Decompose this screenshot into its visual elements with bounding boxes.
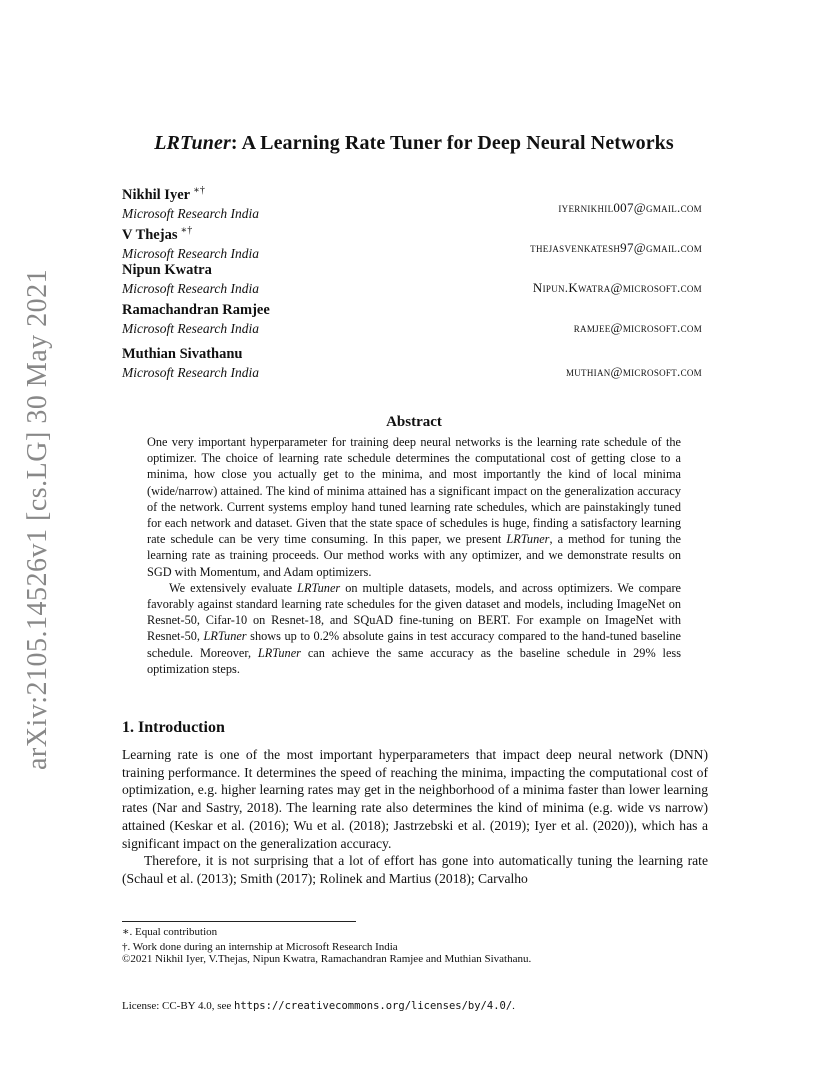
author-marks: ∗† <box>193 185 205 196</box>
author-name: Nipun Kwatra <box>122 262 212 278</box>
footnote: ∗. Equal contribution <box>122 926 218 938</box>
abstract-heading: Abstract <box>386 414 442 430</box>
paper-title <box>0 132 828 155</box>
intro-body <box>122 746 708 888</box>
abstract-paragraph: We extensively evaluate LRTuner on multiple datasets, models, and across optimizers. We compare favorably against standard learning rate schedules for the given dataset and models, including ImageNet on Resnet-50, Cifar-10 on Resnet-18, and SQuAD fine-tuning on BERT. For example on ImageNet with Resnet-50, LRTuner shows up to 0.2% absolute gains in test accuracy compared to the hand-tuned baseline schedule. Moreover, LRTuner can achieve the same accuracy as the baseline schedule in 29% less optimization steps. <box>147 580 681 676</box>
abstract-body <box>147 434 681 677</box>
author-name: Muthian Sivathanu <box>122 346 243 362</box>
author-name: Nikhil Iyer ∗† <box>122 185 205 203</box>
footnote-rule <box>122 921 356 922</box>
author-email[interactable]: Nipun.Kwatra@microsoft.com <box>532 280 702 295</box>
arxiv-identifier: arXiv:2105.14526v1 [cs.LG] 30 May 2021 <box>22 268 53 770</box>
section-heading: 1. Introduction <box>122 719 225 736</box>
license-line: License: CC-BY 4.0, see https://creativecommons.org/licenses/by/4.0/. <box>122 1000 515 1012</box>
author-email[interactable]: iyernikhil007@gmail.com <box>558 200 702 215</box>
author-name: Ramachandran Ramjee <box>122 302 270 318</box>
author-affiliation: Microsoft Research India <box>122 281 259 296</box>
title-rest: : A Learning Rate Tuner for Deep Neural Networks <box>230 132 674 154</box>
author-affiliation: Microsoft Research India <box>122 321 259 336</box>
author-entry <box>122 341 702 389</box>
author-marks: ∗† <box>180 225 193 236</box>
author-affiliation: Microsoft Research India <box>122 245 259 261</box>
footnote: †. Work done during an internship at Microsoft Research India <box>122 941 398 953</box>
author-email[interactable]: muthian@microsoft.com <box>565 364 702 379</box>
author-entry <box>122 221 702 261</box>
footnotes <box>122 925 398 955</box>
body-paragraph: Learning rate is one of the most important hyperparameters that impact deep neural network (DNN) training performance. It determines the speed of reaching the minima, impacting the computational cost of optimization, e.g. higher learning rates may get in the neighborhood of a minima faster than lower learning rates (Nar and Sastry, 2018). The learning rate also determines the kind of minima (e.g. wide vs narrow) attained (Keskar et al. (2016); Wu et al. (2018); Jastrzebski et al. (2019); Iyer et al. (2020)), which has a significant impact on the generalization accuracy. <box>122 747 708 851</box>
author-entry <box>122 181 702 221</box>
body-paragraph: Therefore, it is not surprising that a lot of effort has gone into automatically tuning the learning rate (Schaul et al. (2013); Smith (2017); Rolinek and Martius (2018); Carvalho <box>122 853 708 886</box>
author-name: V Thejas ∗† <box>122 225 193 243</box>
author-entry <box>122 261 702 301</box>
copyright-notice: ©2021 Nikhil Iyer, V.Thejas, Nipun Kwatra, Ramachandran Ramjee and Muthian Sivathanu. <box>122 953 532 965</box>
title-italic: LRTuner <box>154 132 231 154</box>
abstract-paragraph: One very important hyperparameter for training deep neural networks is the learning rate schedule of the optimizer. The choice of learning rate schedule determines the computational cost of getting close to a minima, how close you actually get to the minima, and most importantly the kind of local minima (wide/narrow) attained. The kind of minima attained has a significant impact on the generalization accuracy of the network. Current systems employ hand tuned learning rate schedules, which are painstakingly tuned for each network and dataset. Given that the state space of schedules is huge, finding a satisfactory learning rate schedule can be very time consuming. In this paper, we present LRTuner, a method for tuning the learning rate as training proceeds. Our method works with any optimizer, and we demonstrate results on SGD with Momentum, and Adam optimizers. <box>147 435 681 579</box>
author-block <box>122 181 702 389</box>
author-affiliation: Microsoft Research India <box>122 205 259 221</box>
author-email[interactable]: thejasvenkatesh97@gmail.com <box>530 240 702 255</box>
author-entry <box>122 301 702 341</box>
license-link[interactable]: https://creativecommons.org/licenses/by/4.0/ <box>234 1000 513 1012</box>
author-affiliation: Microsoft Research India <box>122 365 259 380</box>
author-email[interactable]: ramjee@microsoft.com <box>573 320 702 335</box>
